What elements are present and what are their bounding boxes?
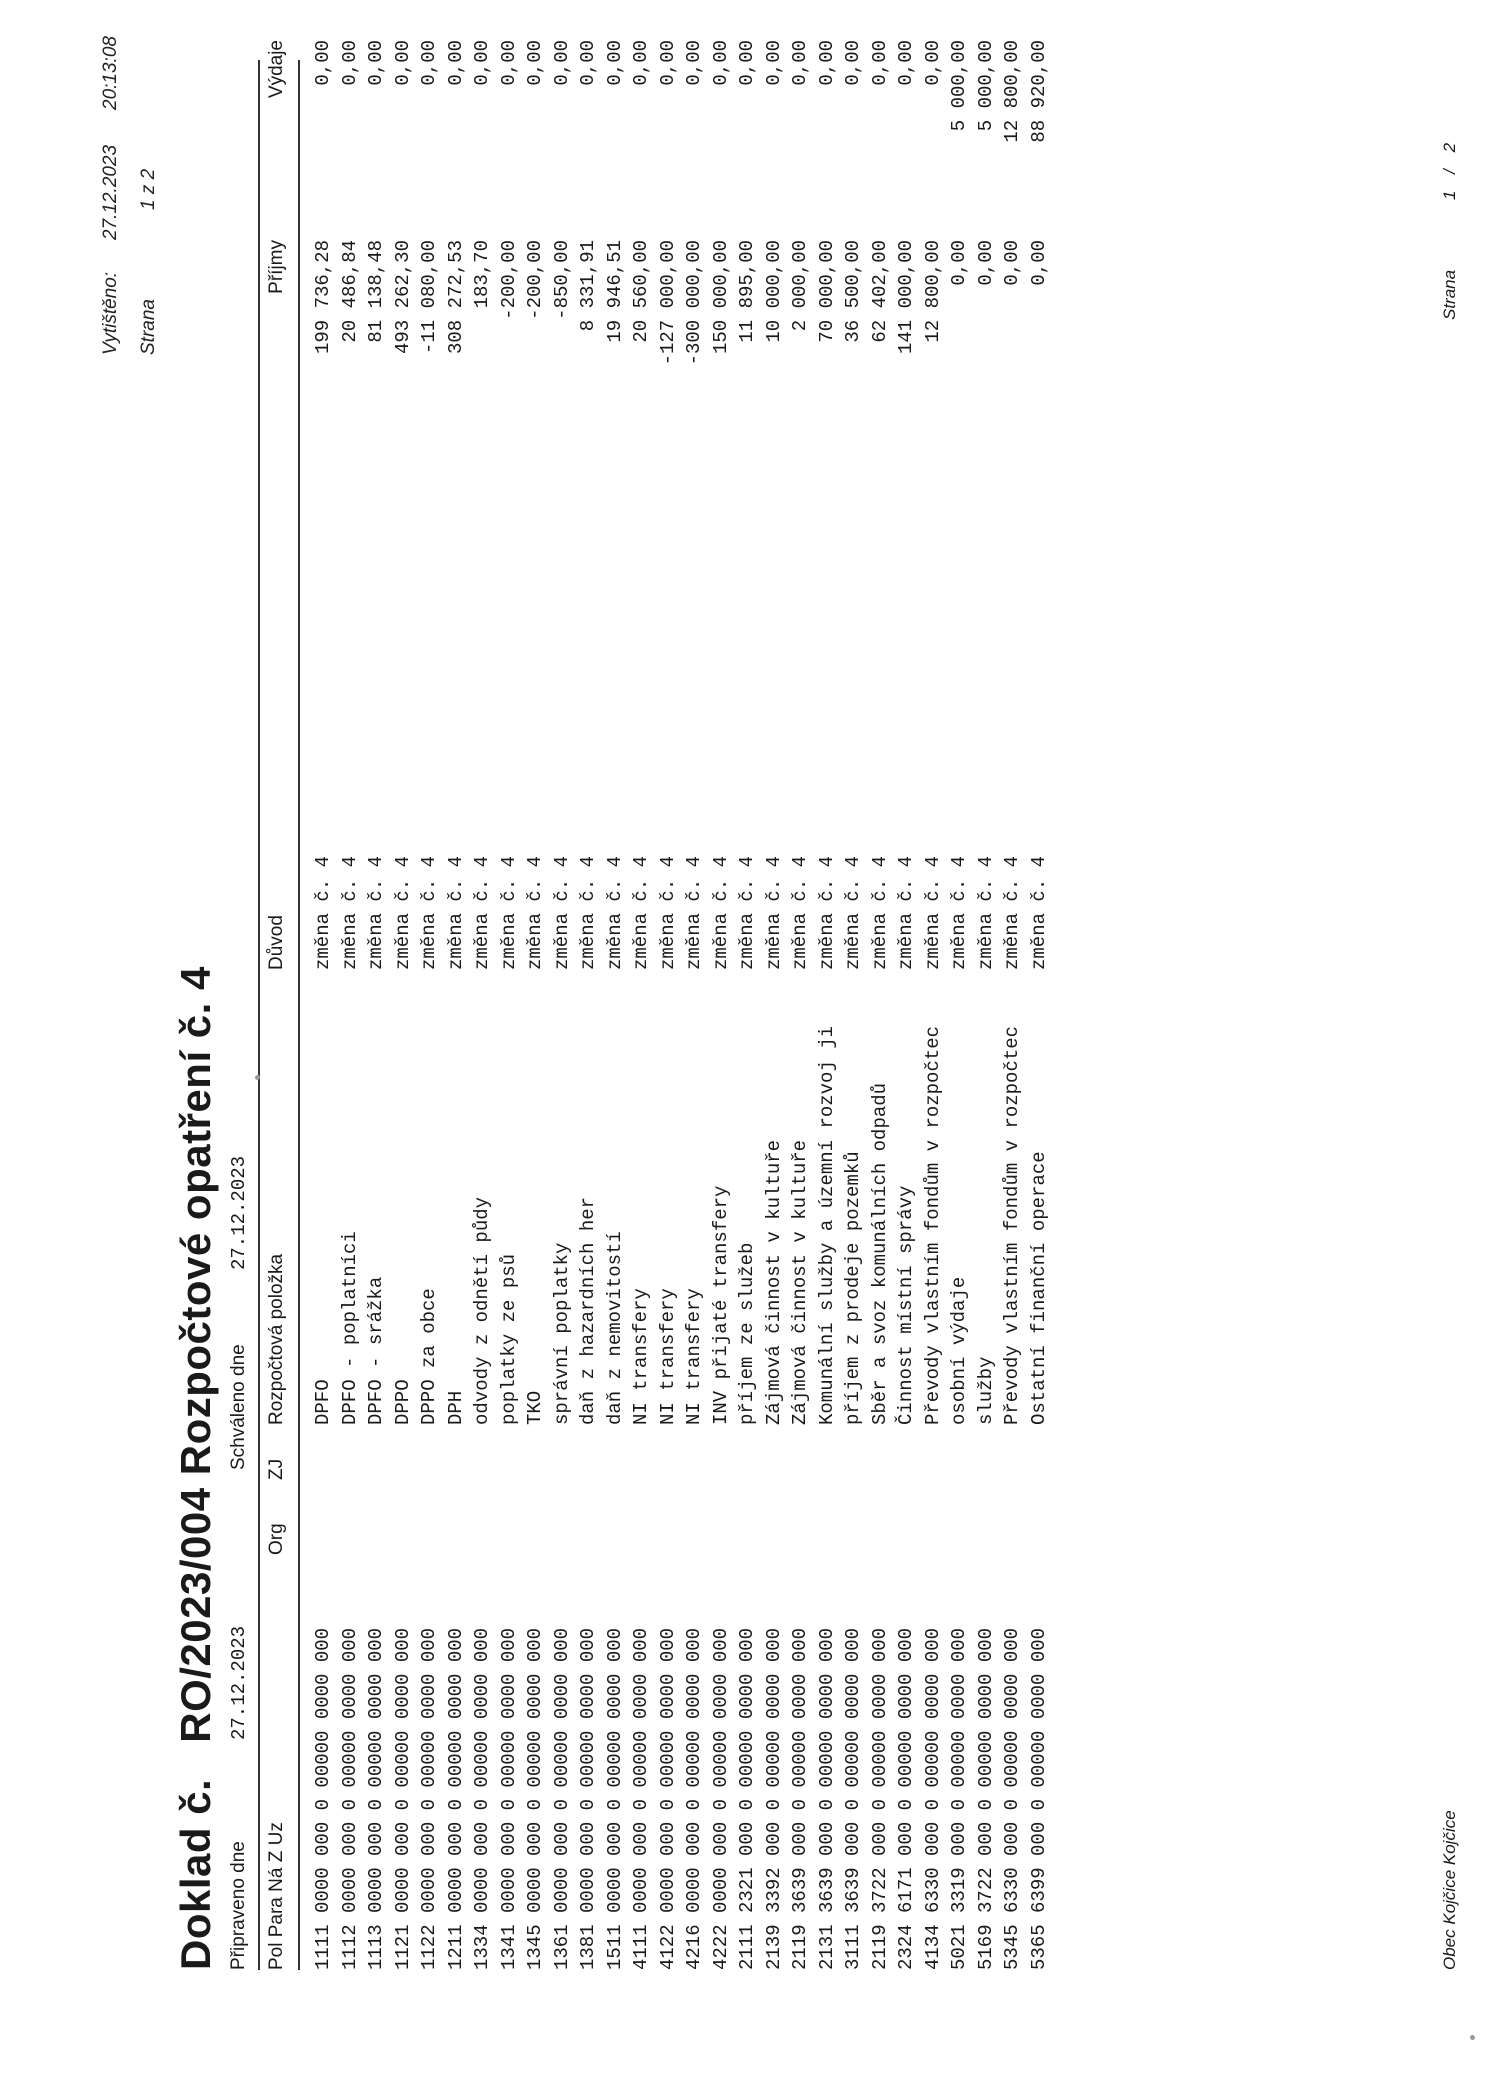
doc-number: RO/2023/004 Rozpočtové opatření č. 4: [172, 966, 219, 1743]
cell-codes: 1211 0000 000 0 00000 0000 000: [444, 1627, 467, 1970]
cell-item: TKO: [524, 1390, 546, 1425]
cell-item: poplatky ze psů: [497, 1253, 520, 1425]
cell-codes: 1121 0000 000 0 00000 0000 000: [391, 1627, 414, 1970]
cell-item: Převody vlastním fondům v rozpočtec: [1001, 1025, 1023, 1425]
cell-reason: změna č. 4: [1001, 855, 1023, 970]
cell-item: daň z hazardních her: [577, 1196, 599, 1425]
document-title: [172, 966, 220, 1970]
cell-reason: změna č. 4: [683, 855, 705, 970]
cell-reason: změna č. 4: [524, 855, 546, 970]
col-financing: [266, 0, 288, 40]
cell-expense: 0,00: [418, 40, 440, 86]
cell-item: DPFO - poplatníci: [338, 1231, 361, 1425]
cell-codes: 4134 6330 000 0 00000 0000 000: [921, 1627, 944, 1970]
cell-income: 11 895,00: [736, 240, 758, 343]
cell-expense: 0,00: [365, 40, 387, 86]
cell-financing: [789, 0, 811, 40]
cell-expense: 0,00: [762, 40, 785, 86]
cell-reason: změna č. 4: [418, 855, 440, 970]
cell-income: 308 272,53: [444, 240, 467, 355]
cell-item: příjem ze služeb: [736, 1242, 758, 1425]
cell-codes: 1112 0000 000 0 00000 0000 000: [338, 1627, 361, 1970]
cell-reason: změna č. 4: [789, 855, 811, 970]
cell-reason: změna č. 4: [444, 855, 467, 970]
cell-income: 19 946,51: [603, 240, 626, 343]
cell-expense: 0,00: [789, 40, 811, 86]
cell-income: -200,00: [524, 240, 546, 320]
cell-codes: 1111 0000 000 0 00000 0000 000: [312, 1627, 334, 1970]
cell-income: 62 402,00: [868, 240, 891, 343]
cell-item: DPPO: [391, 1379, 414, 1425]
cell-income: 0,00: [948, 240, 970, 286]
cell-expense: 0,00: [921, 40, 944, 86]
cell-codes: 1334 0000 000 0 00000 0000 000: [471, 1627, 493, 1970]
cell-financing: [445, 0, 467, 40]
cell-reason: změna č. 4: [762, 855, 785, 970]
cell-financing: [551, 0, 573, 40]
cell-financing: [657, 0, 679, 40]
cell-codes: 1122 0000 000 0 00000 0000 000: [418, 1627, 440, 1970]
cell-reason: změna č. 4: [603, 855, 626, 970]
cell-income: 150 000,00: [709, 240, 732, 355]
cell-expense: 0,00: [603, 40, 626, 86]
cell-codes: 4222 0000 000 0 00000 0000 000: [709, 1627, 732, 1970]
cell-codes: 5365 6399 000 0 00000 0000 000: [1027, 1627, 1050, 1970]
cell-reason: změna č. 4: [312, 855, 334, 970]
cell-financing: [683, 0, 705, 40]
cell-item: Sběr a svoz komunálních odpadů: [868, 1082, 891, 1425]
cell-income: 20 486,84: [338, 240, 361, 343]
header-top-rule: [258, 60, 260, 1970]
cell-reason: změna č. 4: [656, 855, 679, 970]
header-bottom-rule: [298, 60, 300, 1970]
printed-label: Vytištěno:: [100, 271, 121, 355]
cell-financing: [948, 0, 970, 40]
cell-expense: 0,00: [895, 40, 917, 86]
cell-item: daň z nemovitostí: [603, 1231, 626, 1425]
col-expense: Výdaje: [266, 40, 287, 99]
col-item: Rozpočtová položka: [266, 1253, 287, 1425]
cell-expense: 0,00: [444, 40, 467, 86]
cell-financing: [365, 0, 387, 40]
cell-codes: 1113 0000 000 0 00000 0000 000: [365, 1627, 387, 1970]
cell-financing: [869, 0, 891, 40]
page-value: 1 z 2: [138, 168, 159, 210]
cell-expense: 0,00: [656, 40, 679, 86]
cell-item: osobní výdaje: [948, 1276, 970, 1425]
cell-financing: [392, 0, 414, 40]
cell-item: služby: [974, 1356, 997, 1425]
cell-income: 12 800,00: [921, 240, 944, 343]
scan-speck: [1470, 2035, 1475, 2040]
cell-income: 199 736,28: [312, 240, 334, 355]
cell-reason: změna č. 4: [471, 855, 493, 970]
cell-income: 81 138,48: [365, 240, 387, 343]
cell-codes: 1341 0000 000 0 00000 0000 000: [497, 1627, 520, 1970]
col-org: Org: [266, 1523, 287, 1555]
cell-income: -127 000,00: [656, 240, 679, 366]
cell-financing: [312, 0, 334, 40]
cell-reason: změna č. 4: [948, 855, 970, 970]
cell-item: NI transfery: [683, 1288, 705, 1425]
cell-expense: 5 000,00: [974, 40, 997, 132]
cell-reason: změna č. 4: [921, 855, 944, 970]
cell-item: NI transfery: [630, 1288, 652, 1425]
cell-financing: [604, 0, 626, 40]
cell-expense: 5 000,00: [948, 40, 970, 132]
cell-reason: změna č. 4: [338, 855, 361, 970]
cell-expense: 0,00: [577, 40, 599, 86]
cell-financing: [339, 0, 361, 40]
cell-item: příjem z prodeje pozemků: [842, 1151, 864, 1425]
cell-reason: změna č. 4: [577, 855, 599, 970]
cell-item: DPFO - srážka: [365, 1276, 387, 1425]
page-label: Strana: [138, 299, 159, 355]
cell-reason: změna č. 4: [497, 855, 520, 970]
cell-expense: 12 800,00: [1001, 40, 1023, 143]
cell-income: 0,00: [1001, 240, 1023, 286]
cell-codes: 4122 0000 000 0 00000 0000 000: [656, 1627, 679, 1970]
footer-page-label: Strana: [1440, 269, 1459, 320]
cell-codes: 2139 3392 000 0 00000 0000 000: [762, 1627, 785, 1970]
footer-organization: Obec Kojčice Kojčice: [1440, 1810, 1459, 1970]
cell-item: Komunální služby a územní rozvoj ji: [815, 1025, 838, 1425]
cell-financing: [471, 0, 493, 40]
cell-expense: 0,00: [391, 40, 414, 86]
cell-item: NI transfery: [656, 1288, 679, 1425]
cell-expense: 0,00: [683, 40, 705, 86]
cell-item: DPPO za obce: [418, 1288, 440, 1425]
cell-reason: změna č. 4: [630, 855, 652, 970]
printed-date: 27.12.2023: [100, 144, 121, 240]
cell-financing: [524, 0, 546, 40]
cell-income: -11 080,00: [418, 240, 440, 355]
cell-expense: 0,00: [630, 40, 652, 86]
cell-codes: 1361 0000 000 0 00000 0000 000: [550, 1627, 573, 1970]
cell-expense: 88 920,00: [1027, 40, 1050, 143]
cell-income: -300 000,00: [683, 240, 705, 366]
cell-item: DPH: [444, 1390, 467, 1425]
cell-reason: změna č. 4: [895, 855, 917, 970]
cell-item: Činnost místní správy: [895, 1185, 917, 1425]
footer-page-value: 1 / 2: [1440, 136, 1459, 200]
cell-reason: změna č. 4: [1027, 855, 1050, 970]
col-income: Příjmy: [266, 240, 287, 294]
cell-codes: 1345 0000 000 0 00000 0000 000: [524, 1627, 546, 1970]
cell-codes: 2119 3722 000 0 00000 0000 000: [868, 1627, 891, 1970]
cell-income: 36 500,00: [842, 240, 864, 343]
cell-codes: 2131 3639 000 0 00000 0000 000: [815, 1627, 838, 1970]
cell-item: INV přijaté transfery: [709, 1185, 732, 1425]
cell-codes: 5021 3319 000 0 00000 0000 000: [948, 1627, 970, 1970]
cell-expense: 0,00: [497, 40, 520, 86]
cell-income: 183,70: [471, 240, 493, 309]
cell-financing: [630, 0, 652, 40]
cell-reason: změna č. 4: [842, 855, 864, 970]
cell-reason: změna č. 4: [868, 855, 891, 970]
cell-expense: 0,00: [709, 40, 732, 86]
cell-codes: 5169 3722 000 0 00000 0000 000: [974, 1627, 997, 1970]
cell-income: 141 000,00: [895, 240, 917, 355]
cell-income: 493 262,30: [391, 240, 414, 355]
cell-item: správní poplatky: [550, 1242, 573, 1425]
cell-reason: změna č. 4: [974, 855, 997, 970]
cell-income: 70 000,00: [815, 240, 838, 343]
cell-income: 10 000,00: [762, 240, 785, 343]
col-reason: Důvod: [266, 915, 287, 970]
cell-item: Ostatní finanční operace: [1027, 1151, 1050, 1425]
dates-row: [228, 1156, 250, 1970]
cell-income: 8 331,91: [577, 240, 599, 332]
col-zj: ZJ: [266, 1458, 287, 1480]
title-prefix: Doklad č.: [172, 1778, 219, 1970]
cell-income: -850,00: [550, 240, 573, 320]
cell-item: Zájmová činnost v kultuře: [762, 1139, 785, 1425]
cell-codes: 4111 0000 000 0 00000 0000 000: [630, 1627, 652, 1970]
cell-codes: 5345 6330 000 0 00000 0000 000: [1001, 1627, 1023, 1970]
col-codes: Pol Para Ná Z Uz: [266, 1822, 287, 1970]
cell-codes: 3111 3639 000 0 00000 0000 000: [842, 1627, 864, 1970]
cell-financing: [1028, 0, 1050, 40]
cell-codes: 1381 0000 000 0 00000 0000 000: [577, 1627, 599, 1970]
cell-reason: změna č. 4: [815, 855, 838, 970]
cell-expense: 0,00: [338, 40, 361, 86]
cell-income: 20 560,00: [630, 240, 652, 343]
cell-reason: změna č. 4: [391, 855, 414, 970]
printed-time: 20:13:08: [100, 36, 121, 110]
cell-item: odvody z odnětí půdy: [471, 1196, 493, 1425]
prepared-label: Připraveno dne: [228, 1841, 249, 1970]
approved-label: Schváleno dne: [228, 1344, 249, 1470]
cell-income: 2 000,00: [789, 240, 811, 332]
cell-income: 0,00: [1027, 240, 1050, 286]
cell-expense: 0,00: [736, 40, 758, 86]
prepared-date: 27.12.2023: [228, 1625, 250, 1740]
cell-financing: [975, 0, 997, 40]
scan-speck: [255, 1075, 260, 1080]
cell-reason: změna č. 4: [365, 855, 387, 970]
cell-income: -200,00: [497, 240, 520, 320]
cell-codes: 2119 3639 000 0 00000 0000 000: [789, 1627, 811, 1970]
cell-financing: [763, 0, 785, 40]
cell-financing: [418, 0, 440, 40]
cell-codes: 4216 0000 000 0 00000 0000 000: [683, 1627, 705, 1970]
cell-financing: [922, 0, 944, 40]
cell-financing: [577, 0, 599, 40]
cell-item: Zájmová činnost v kultuře: [789, 1139, 811, 1425]
cell-expense: 0,00: [868, 40, 891, 86]
cell-item: DPFO: [312, 1379, 334, 1425]
approved-date: 27.12.2023: [228, 1155, 250, 1270]
cell-reason: změna č. 4: [550, 855, 573, 970]
cell-codes: 2324 6171 000 0 00000 0000 000: [895, 1627, 917, 1970]
cell-financing: [816, 0, 838, 40]
cell-expense: 0,00: [842, 40, 864, 86]
cell-income: 0,00: [974, 240, 997, 286]
cell-codes: 1511 0000 000 0 00000 0000 000: [603, 1627, 626, 1970]
cell-financing: [842, 0, 864, 40]
cell-financing: [710, 0, 732, 40]
cell-expense: 0,00: [524, 40, 546, 86]
cell-financing: [1001, 0, 1023, 40]
cell-reason: změna č. 4: [736, 855, 758, 970]
cell-item: Převody vlastním fondům v rozpočtec: [921, 1025, 944, 1425]
cell-financing: [498, 0, 520, 40]
cell-reason: změna č. 4: [709, 855, 732, 970]
cell-codes: 2111 2321 000 0 00000 0000 000: [736, 1627, 758, 1970]
cell-financing: [895, 0, 917, 40]
cell-expense: 0,00: [815, 40, 838, 86]
cell-expense: 0,00: [471, 40, 493, 86]
cell-expense: 0,00: [550, 40, 573, 86]
cell-expense: 0,00: [312, 40, 334, 86]
cell-financing: [736, 0, 758, 40]
